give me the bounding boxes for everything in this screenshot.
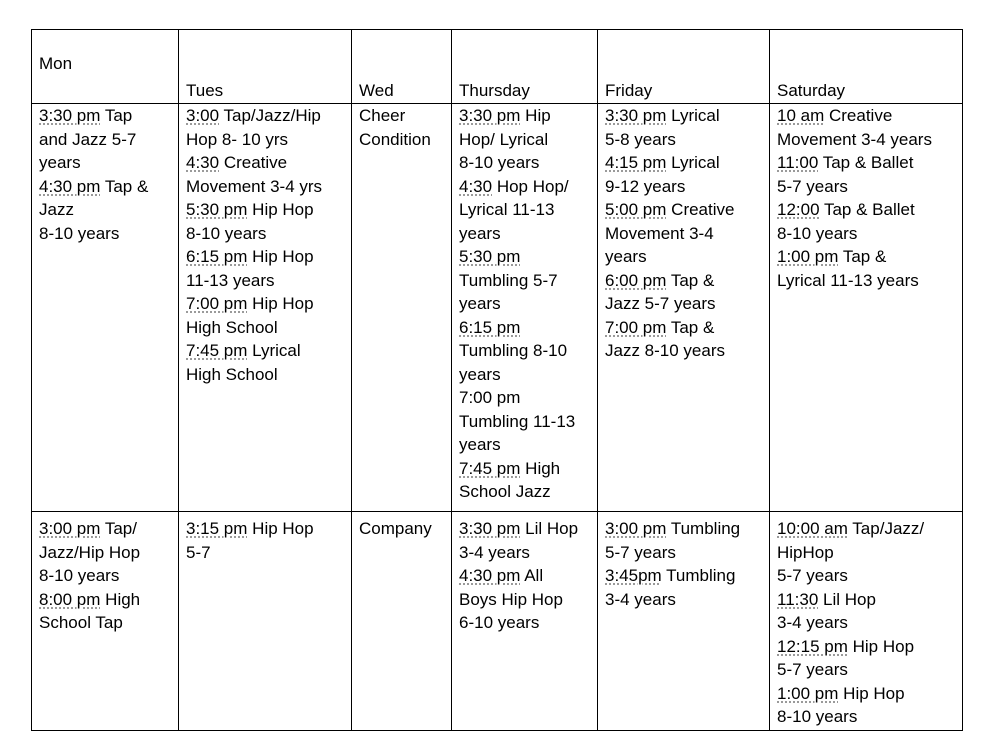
class-description: Lyrical: [247, 341, 301, 360]
class-description: years: [605, 247, 647, 266]
class-description: Tap &: [100, 176, 149, 196]
class-line: [777, 128, 958, 152]
class-description: and Jazz 5-7: [39, 129, 137, 149]
header-thursday: Thursday: [452, 30, 598, 104]
class-description: 5-7: [186, 542, 211, 562]
class-line: [359, 128, 447, 152]
class-description: Tap &: [666, 270, 715, 290]
class-line: [605, 541, 765, 565]
class-line: [39, 222, 174, 246]
class-description: 5-7 years: [605, 542, 676, 562]
class-description: 8-10 years: [186, 223, 267, 243]
class-time: 3:00: [186, 106, 220, 125]
class-time: 12:00: [777, 200, 820, 219]
class-description: Lil Hop: [818, 589, 876, 609]
class-time: 3:45pm: [605, 566, 662, 585]
class-description: years: [459, 294, 501, 313]
class-description: Lil Hop: [520, 519, 579, 538]
class-time: 3:00 pm: [605, 519, 667, 538]
class-line: [39, 198, 174, 222]
class-description: Movement 3-4 yrs: [186, 176, 323, 196]
class-line: [459, 104, 593, 128]
class-line: [186, 104, 347, 128]
class-description: 5-7 years: [777, 176, 848, 196]
class-line: [186, 316, 347, 340]
cell-tues-row1: [179, 104, 352, 512]
class-description: 3-4 years: [459, 542, 530, 562]
class-line: [459, 198, 593, 222]
class-line: [605, 517, 765, 541]
class-line: [605, 292, 765, 316]
class-line: [777, 541, 958, 565]
class-time: 6:15 pm: [186, 247, 248, 266]
class-line: [605, 316, 765, 340]
class-line: [459, 410, 593, 434]
class-time: 4:30: [186, 153, 220, 172]
class-description: Jazz/Hip Hop: [39, 542, 141, 562]
class-description: 6-10 years: [459, 613, 540, 632]
class-line: [605, 104, 765, 128]
class-line: [459, 433, 593, 457]
cell-mon-row2: [32, 512, 179, 731]
class-description: Hip: [520, 106, 551, 125]
class-description: 5-7 years: [777, 660, 848, 679]
class-line: [186, 222, 347, 246]
class-time: 7:45 pm: [186, 341, 248, 360]
class-line: [39, 541, 174, 565]
class-description: Hip Hop: [847, 636, 915, 656]
class-line: [459, 339, 593, 363]
class-description: Condition: [359, 129, 431, 149]
class-line: [459, 175, 593, 199]
class-description: 8-10 years: [39, 566, 120, 585]
class-description: Tap & Ballet: [818, 153, 914, 172]
cell-tues-row2: [179, 512, 352, 731]
class-line: [605, 151, 765, 175]
class-description: Hop 8- 10 yrs: [186, 129, 289, 149]
class-line: [459, 611, 593, 635]
class-description: Hop Hop/: [492, 176, 569, 196]
class-line: [39, 128, 174, 152]
class-description: High: [100, 589, 141, 609]
class-line: [777, 269, 958, 293]
class-description: Creative: [219, 153, 288, 172]
class-line: [605, 588, 765, 612]
class-line: [459, 480, 593, 504]
class-description: Boys Hip Hop: [459, 589, 563, 609]
class-line: [459, 541, 593, 565]
class-schedule-table: [31, 29, 963, 731]
class-line: [777, 151, 958, 175]
cell-saturday-row1: [770, 104, 963, 512]
class-description: Tap &: [666, 317, 715, 337]
class-time: 10:00 am: [777, 519, 848, 538]
cell-saturday-row2: [770, 512, 963, 731]
class-description: Tumbling: [661, 566, 736, 585]
class-time: 3:30 pm: [459, 106, 521, 125]
class-description: Creative: [824, 106, 893, 125]
class-line: [186, 245, 347, 269]
header-saturday: Saturday: [770, 30, 963, 104]
class-line: [39, 517, 174, 541]
class-line: [186, 541, 347, 565]
class-time: 11:00: [777, 153, 819, 172]
class-description: All: [520, 566, 544, 585]
class-description: Hip Hop: [247, 247, 314, 266]
class-time: 4:30 pm: [39, 176, 101, 196]
class-line: [777, 658, 958, 682]
class-line: [605, 198, 765, 222]
class-description: Tumbling 11-13: [459, 411, 576, 431]
class-description: 8-10 years: [777, 707, 858, 726]
class-line: [459, 292, 593, 316]
class-time: 7:45 pm: [459, 458, 521, 478]
cell-thursday-row1: [452, 104, 598, 512]
class-description: High School: [186, 317, 278, 337]
class-description: 3-4 years: [777, 613, 848, 632]
class-description: Hip Hop: [247, 294, 314, 313]
class-line: [186, 175, 347, 199]
class-time: 7:00 pm: [186, 294, 248, 313]
class-description: High: [520, 458, 561, 478]
class-line: [777, 635, 958, 659]
class-description: Tumbling 5-7: [459, 270, 558, 290]
class-line: [186, 198, 347, 222]
class-time: 4:15 pm: [605, 153, 667, 172]
class-line: [39, 588, 174, 612]
class-description: Hip Hop: [838, 683, 905, 703]
class-description: 8-10 years: [39, 223, 120, 243]
class-line: [777, 104, 958, 128]
class-line: [459, 363, 593, 387]
class-time: 3:15 pm: [186, 519, 248, 538]
cell-wed-row2: [352, 512, 452, 731]
class-description: Tap & Ballet: [819, 200, 915, 219]
class-time: 4:30: [459, 176, 493, 196]
class-description: Jazz 8-10 years: [605, 341, 725, 360]
header-wed: Wed: [352, 30, 452, 104]
class-description: School Tap: [39, 613, 123, 632]
schedule-row-1: [32, 104, 963, 512]
class-line: [459, 457, 593, 481]
class-line: [459, 564, 593, 588]
header-tues: Tues: [179, 30, 352, 104]
class-description: Tap/Jazz/Hip: [219, 106, 321, 125]
class-line: [359, 517, 447, 541]
class-line: [605, 245, 765, 269]
class-description: School Jazz: [459, 482, 551, 501]
class-description: years: [459, 435, 501, 454]
class-line: [777, 517, 958, 541]
class-description: Lyrical: [666, 106, 720, 125]
header-row: [32, 30, 963, 104]
class-description: 7:00 pm: [459, 388, 521, 407]
cell-friday-row2: [598, 512, 770, 731]
class-description: 3-4 years: [605, 589, 676, 609]
class-time: 12:15 pm: [777, 636, 848, 656]
class-description: Hop/ Lyrical: [459, 129, 549, 149]
class-line: [39, 104, 174, 128]
class-description: Tap/: [100, 519, 137, 538]
class-line: [39, 151, 174, 175]
class-line: [459, 151, 593, 175]
class-time: 3:30 pm: [605, 106, 667, 125]
cell-thursday-row2: [452, 512, 598, 731]
class-line: [777, 564, 958, 588]
class-line: [459, 245, 593, 269]
class-line: [777, 682, 958, 706]
class-description: years: [459, 223, 501, 243]
class-time: 6:00 pm: [605, 270, 667, 290]
class-time: 3:30 pm: [39, 106, 101, 125]
class-time: 11:30: [777, 589, 819, 609]
class-description: Tumbling: [666, 519, 741, 538]
class-time: 10 am: [777, 106, 825, 125]
class-description: 5-7 years: [777, 566, 848, 585]
class-time: 1:00 pm: [777, 683, 839, 703]
class-line: [459, 316, 593, 340]
class-time: 5:00 pm: [605, 200, 667, 219]
class-line: [777, 705, 958, 729]
cell-mon-row1: [32, 104, 179, 512]
class-description: Jazz: [39, 200, 74, 219]
class-description: Tap &: [838, 247, 887, 266]
class-description: Movement 3-4: [605, 223, 714, 243]
class-line: [459, 128, 593, 152]
class-description: Movement 3-4 years: [777, 129, 932, 149]
cell-wed-row1: [352, 104, 452, 512]
class-line: [777, 198, 958, 222]
class-line: [605, 128, 765, 152]
cell-friday-row1: [598, 104, 770, 512]
class-description: 8-10 years: [777, 223, 858, 243]
class-line: [605, 339, 765, 363]
class-description: 5-8 years: [605, 129, 676, 149]
class-description: years: [459, 364, 501, 384]
class-line: [39, 564, 174, 588]
class-line: [605, 269, 765, 293]
class-line: [186, 363, 347, 387]
class-description: Tap: [100, 106, 133, 125]
class-description: 9-12 years: [605, 176, 686, 196]
class-line: [186, 517, 347, 541]
class-description: Hip Hop: [247, 200, 314, 219]
class-description: Tumbling 8-10: [459, 341, 568, 360]
class-description: High School: [186, 364, 278, 384]
class-description: 8-10 years: [459, 153, 540, 172]
header-friday: Friday: [598, 30, 770, 104]
class-description: Cheer: [359, 106, 406, 125]
class-description: Hip Hop: [247, 519, 314, 538]
class-line: [186, 339, 347, 363]
class-line: [459, 269, 593, 293]
class-line: [777, 175, 958, 199]
class-description: Jazz 5-7 years: [605, 294, 716, 313]
class-line: [459, 517, 593, 541]
class-description: Lyrical 11-13: [459, 200, 555, 219]
class-time: 3:30 pm: [459, 519, 521, 538]
class-line: [359, 104, 447, 128]
class-line: [459, 386, 593, 410]
class-line: [605, 222, 765, 246]
class-line: [39, 611, 174, 635]
class-line: [777, 245, 958, 269]
class-description: 11-13 years: [186, 270, 275, 290]
class-description: Lyrical 11-13 years: [777, 270, 919, 290]
class-line: [186, 151, 347, 175]
class-time: 5:30 pm: [186, 200, 248, 219]
class-line: [605, 564, 765, 588]
class-time: 3:00 pm: [39, 519, 101, 538]
class-line: [777, 611, 958, 635]
class-line: [459, 222, 593, 246]
class-line: [777, 222, 958, 246]
class-time: 4:30 pm: [459, 566, 521, 585]
class-description: years: [39, 153, 81, 172]
class-line: [605, 175, 765, 199]
class-description: Lyrical: [666, 153, 720, 172]
class-description: HipHop: [777, 542, 834, 562]
class-line: [459, 588, 593, 612]
class-time: 6:15 pm: [459, 317, 521, 337]
class-line: [777, 588, 958, 612]
class-line: [186, 128, 347, 152]
class-description: Creative: [666, 200, 735, 219]
class-line: [186, 292, 347, 316]
class-line: [39, 175, 174, 199]
class-time: 8:00 pm: [39, 589, 101, 609]
class-description: Company: [359, 519, 432, 538]
class-time: 1:00 pm: [777, 247, 839, 266]
header-mon: Mon: [32, 30, 179, 104]
class-time: 7:00 pm: [605, 317, 667, 337]
class-line: [186, 269, 347, 293]
class-time: 5:30 pm: [459, 247, 521, 266]
class-description: Tap/Jazz/: [847, 519, 925, 538]
schedule-row-2: [32, 512, 963, 731]
